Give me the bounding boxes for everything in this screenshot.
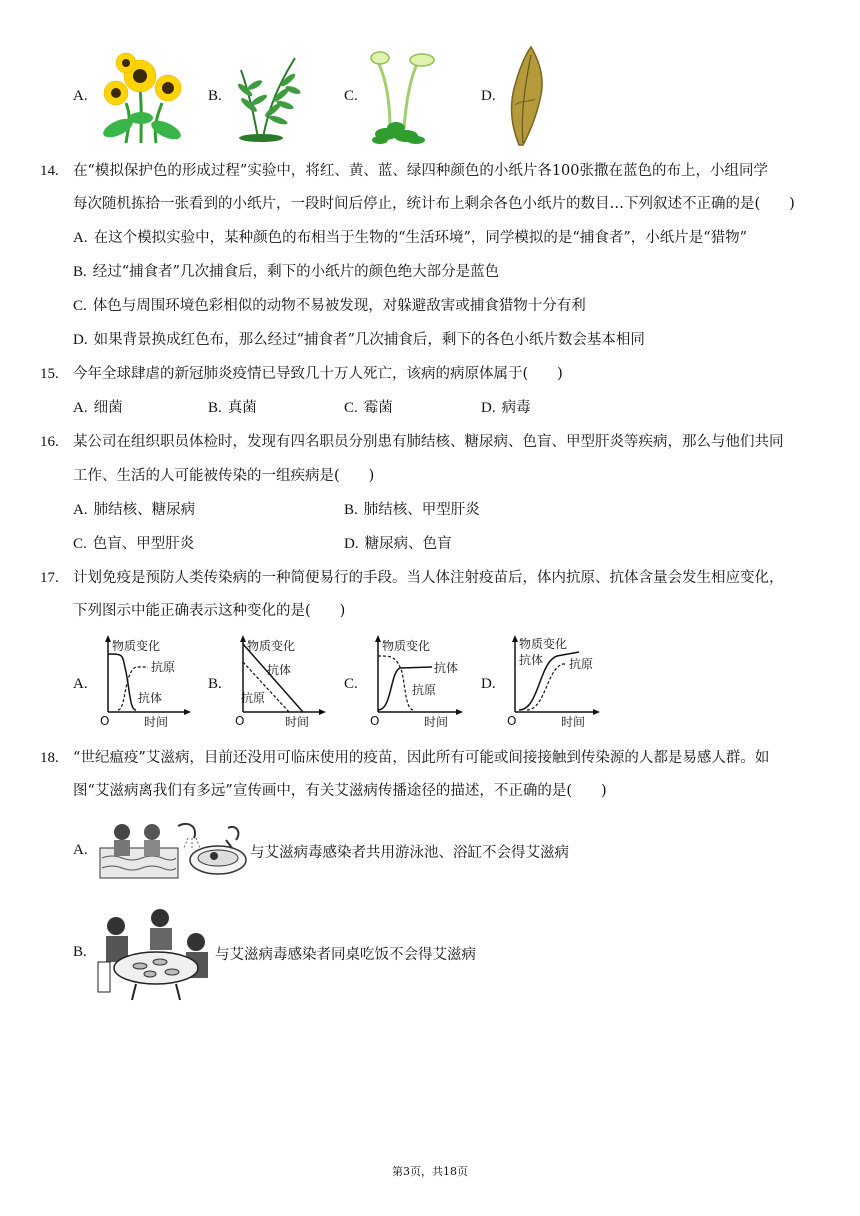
question-15-line1: 15. 今年全球肆虐的新冠肺炎疫情已导致几十万人死亡，该病的病原体属于( ) <box>40 366 563 382</box>
svg-text:O: O <box>370 714 380 728</box>
q14-option-c[interactable]: C. 体色与周围环境色彩相似的动物不易被发现，对躲避敌害或捕食猎物十分有利 <box>73 298 586 314</box>
q18-option-a-letter[interactable]: A. <box>73 842 88 858</box>
q15-option-a[interactable]: A. 细菌 <box>73 400 123 416</box>
antigen-curve <box>527 664 567 710</box>
svg-text:抗体: 抗体 <box>434 661 459 675</box>
x-axis-label: 时间 <box>144 715 169 729</box>
q18-option-a-text: 与艾滋病毒感染者共用游泳池、浴缸不会得艾滋病 <box>250 845 569 861</box>
q17-graph-b <box>231 632 331 730</box>
q16-option-c[interactable]: C. 色盲、甲型肝炎 <box>73 536 195 552</box>
question-16-line1: 16. 某公司在组织职员体检时，发现有四名职员分别患有肺结核、糖尿病、色盲、甲型肝炎等疾病，那么与他们共同 <box>40 434 784 450</box>
question-17-line2: 下列图示中能正确表示这种变化的是( ) <box>73 603 346 619</box>
svg-text:物质变化: 物质变化 <box>382 639 431 653</box>
antigen-curve <box>108 654 136 710</box>
q15-option-b[interactable]: B. 真菌 <box>208 400 257 416</box>
svg-text:物质变化: 物质变化 <box>247 639 296 653</box>
q17-option-c-letter[interactable]: C. <box>344 676 358 692</box>
svg-text:抗体: 抗体 <box>267 663 292 677</box>
q17-option-b-letter[interactable]: B. <box>208 676 222 692</box>
svg-text:抗体: 抗体 <box>519 653 544 667</box>
swimming-pool-illustration <box>98 818 250 884</box>
page-footer: 第3页，共18页 <box>392 1165 468 1178</box>
antigen-curve <box>378 656 414 710</box>
svg-text:时间: 时间 <box>561 715 586 729</box>
q15-option-c[interactable]: C. 霉菌 <box>344 400 393 416</box>
seaweed-image <box>501 45 551 148</box>
option-letter: C. <box>344 88 358 104</box>
origin-label: O <box>100 714 110 728</box>
antigen-label: 抗原 <box>151 660 176 674</box>
question-17-line1: 17. 计划免疫是预防人类传染病的一种简便易行的手段。当人体注射疫苗后，体内抗原、抗体含量会发生相应变化， <box>40 570 784 586</box>
antibody-label: 抗体 <box>138 691 163 705</box>
sunflower-image <box>96 48 186 146</box>
svg-text:抗原: 抗原 <box>241 691 266 705</box>
q17-option-d-letter[interactable]: D. <box>481 676 496 692</box>
question-18-line1: 18. “世纪瘟疫”艾滋病，目前还没用可临床使用的疫苗，因此所有可能或间接接触到传染源的人都是易感人群。如 <box>40 750 770 766</box>
q16-option-d[interactable]: D. 糖尿病、色盲 <box>344 536 452 552</box>
q14-option-b[interactable]: B. 经过“捕食者”几次捕食后，剩下的小纸片的颜色绝大部分是蓝色 <box>73 264 500 280</box>
question-16-line2: 工作、生活的人可能被传染的一组疾病是( ) <box>73 468 375 484</box>
y-axis-label: 物质变化 <box>112 639 161 653</box>
svg-text:O: O <box>235 714 245 728</box>
q16-option-b[interactable]: B. 肺结核、甲型肝炎 <box>344 502 480 518</box>
svg-text:抗原: 抗原 <box>412 683 437 697</box>
fern-image <box>233 50 308 142</box>
svg-text:抗原: 抗原 <box>569 657 594 671</box>
q17-graph-c <box>366 632 476 730</box>
q18-option-b-letter[interactable]: B. <box>73 944 87 960</box>
option-letter: D. <box>481 88 496 104</box>
q17-graph-a <box>96 632 196 730</box>
q14-option-a[interactable]: A. 在这个模拟实验中，某种颜色的布相当于生物的“生活环境”，同学模拟的是“捕食者”，小纸片是“猎物” <box>73 230 748 246</box>
dining-table-illustration <box>96 904 214 1002</box>
question-18-line2: 图“艾滋病离我们有多远”宣传画中，有关艾滋病传播途径的描述，不正确的是( ) <box>73 783 607 799</box>
q17-graph-d <box>503 632 613 730</box>
q18-option-b-text: 与艾滋病毒感染者同桌吃饭不会得艾滋病 <box>215 947 476 963</box>
question-14-line1: 14. 在“模拟保护色的形成过程”实验中，将红、黄、蓝、绿四种颜色的小纸片各100张撒在蓝色的布上，小组同学 <box>40 163 768 179</box>
option-letter: B. <box>208 88 222 104</box>
q16-option-a[interactable]: A. 肺结核、糖尿病 <box>73 502 196 518</box>
svg-text:O: O <box>507 714 517 728</box>
svg-text:时间: 时间 <box>285 715 310 729</box>
question-14-line2: 每次随机拣拾一张看到的小纸片，一段时间后停止，统计布上剩余各色小纸片的数目…下列叙述不正确的是( ) <box>73 196 795 212</box>
moss-image <box>366 48 438 146</box>
option-letter: A. <box>73 88 88 104</box>
svg-text:物质变化: 物质变化 <box>519 637 568 651</box>
svg-text:时间: 时间 <box>424 715 449 729</box>
q15-option-d[interactable]: D. 病毒 <box>481 400 531 416</box>
q14-option-d[interactable]: D. 如果背景换成红色布，那么经过“捕食者”几次捕食后，剩下的各色小纸片数会基本相同 <box>73 332 645 348</box>
q17-option-a-letter[interactable]: A. <box>73 676 88 692</box>
